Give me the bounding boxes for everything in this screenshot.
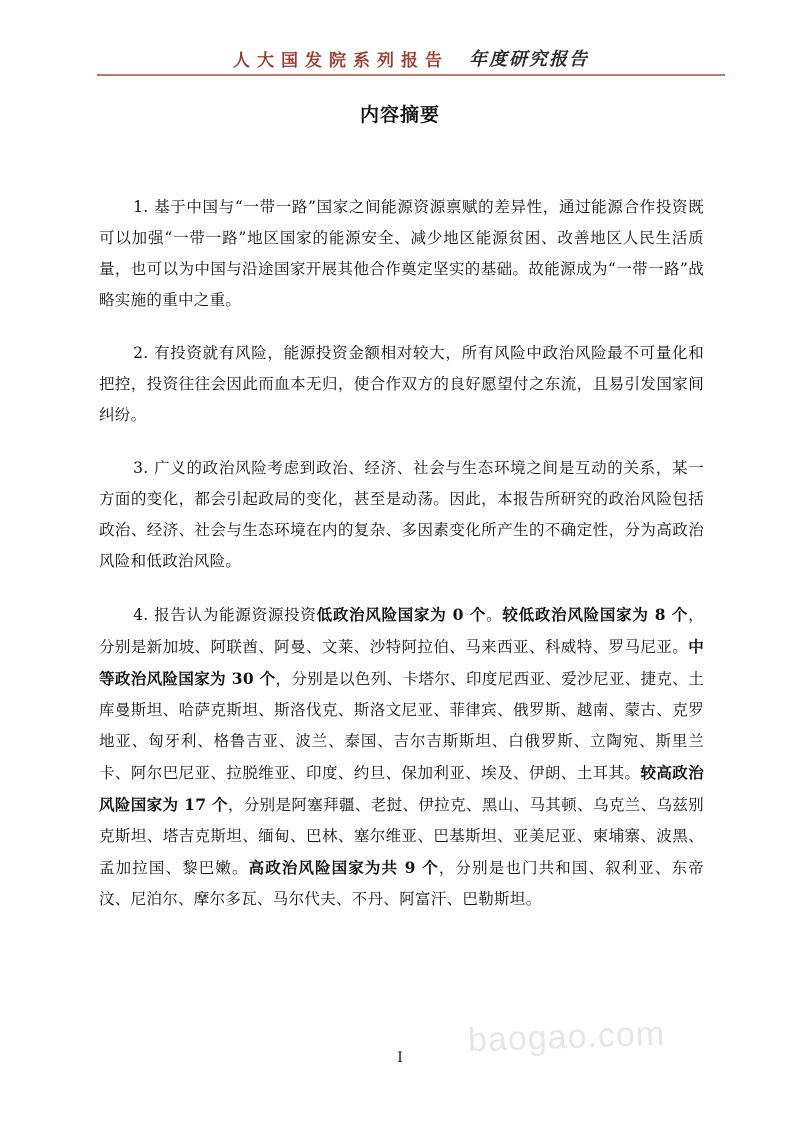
header-series-title: 人大国发院系列报告 <box>233 50 449 71</box>
p4-text-6: ，分别是也门共和国、叙利亚、东帝汶、尼泊尔、摩尔多瓦、马尔代夫、不丹、阿富汗、巴勒斯坦。 <box>99 859 704 908</box>
p4-text-5: ，分别是阿塞拜疆、老挝、伊拉克、黑山、马其顿、乌克兰、乌兹别克斯坦、塔吉克斯坦、缅甸、巴林、塞尔维亚、巴基斯坦、亚美尼亚、柬埔寨、波黑、孟加拉国、黎巴嫩。 <box>99 796 704 877</box>
abstract-body <box>99 192 704 937</box>
p4-bold-low-risk: 低政治风险国家为 0 个 <box>316 605 487 624</box>
p4-bold-high-risk: 高政治风险国家为共 9 个 <box>248 858 439 877</box>
page-title: 内容摘要 <box>359 104 440 126</box>
p4-bold-medium-risk: 中等政治风险国家为 30 个 <box>99 637 704 688</box>
paragraph-1: 1. 基于中国与“一带一路”国家之间能源资源禀赋的差异性，通过能源合作投资既可以加强“一带一路”地区国家的能源安全、减少地区能源贫困、改善地区人民生活质量，也可以为中国与沿途国家开展其他合作奠定坚实的基础。故能源成为“一带一路”战略实施的重中之重。 <box>99 198 704 309</box>
page-number: I <box>397 1050 403 1066</box>
paragraph-2: 2. 有投资就有风险，能源投资金额相对较大，所有风险中政治风险最不可量化和把控，投资往往会因此而血本无归，使合作双方的良好愿望付之东流，且易引发国家间纠纷。 <box>99 344 704 424</box>
p4-text-4: ，分别是以色列、卡塔尔、印度尼西亚、爱沙尼亚、捷克、土库曼斯坦、哈萨克斯坦、斯洛伐克、斯洛文尼亚、菲律宾、俄罗斯、越南、蒙古、克罗地亚、匈牙利、格鲁吉亚、波兰、泰国、吉尔吉斯斯坦、白俄罗斯、立陶宛、斯里兰卡、阿尔巴尼亚、拉脱维亚、印度、约旦、保加利亚、埃及、伊朗、土耳其。 <box>99 670 704 782</box>
p4-text-2: 。 <box>486 606 503 624</box>
p4-bold-higher-risk: 较高政治风险国家为 17 个 <box>99 763 705 814</box>
header-divider <box>97 74 725 76</box>
running-header <box>97 45 725 71</box>
header-annual-report-label: 年度研究报告 <box>469 49 589 70</box>
paragraph-4 <box>99 599 704 915</box>
p4-text-1: 4. 报告认为能源资源投资 <box>133 606 317 624</box>
paragraph-3: 3. 广义的政治风险考虑到政治、经济、社会与生态环境之间是互动的关系，某一方面的变化，都会引起政局的变化，甚至是动荡。因此，本报告所研究的政治风险包括政治、经济、社会与生态环境在内的复杂、多因素变化所产生的不确定性，分为高政治风险和低政治风险。 <box>99 459 704 570</box>
p4-text-3: ，分别是新加坡、阿联酋、阿曼、文莱、沙特阿拉伯、马来西亚、科威特、罗马尼亚。 <box>99 606 704 656</box>
p4-bold-lower-risk: 较低政治风险国家为 8 个 <box>502 605 689 624</box>
watermark: baogao.com <box>467 1014 666 1060</box>
